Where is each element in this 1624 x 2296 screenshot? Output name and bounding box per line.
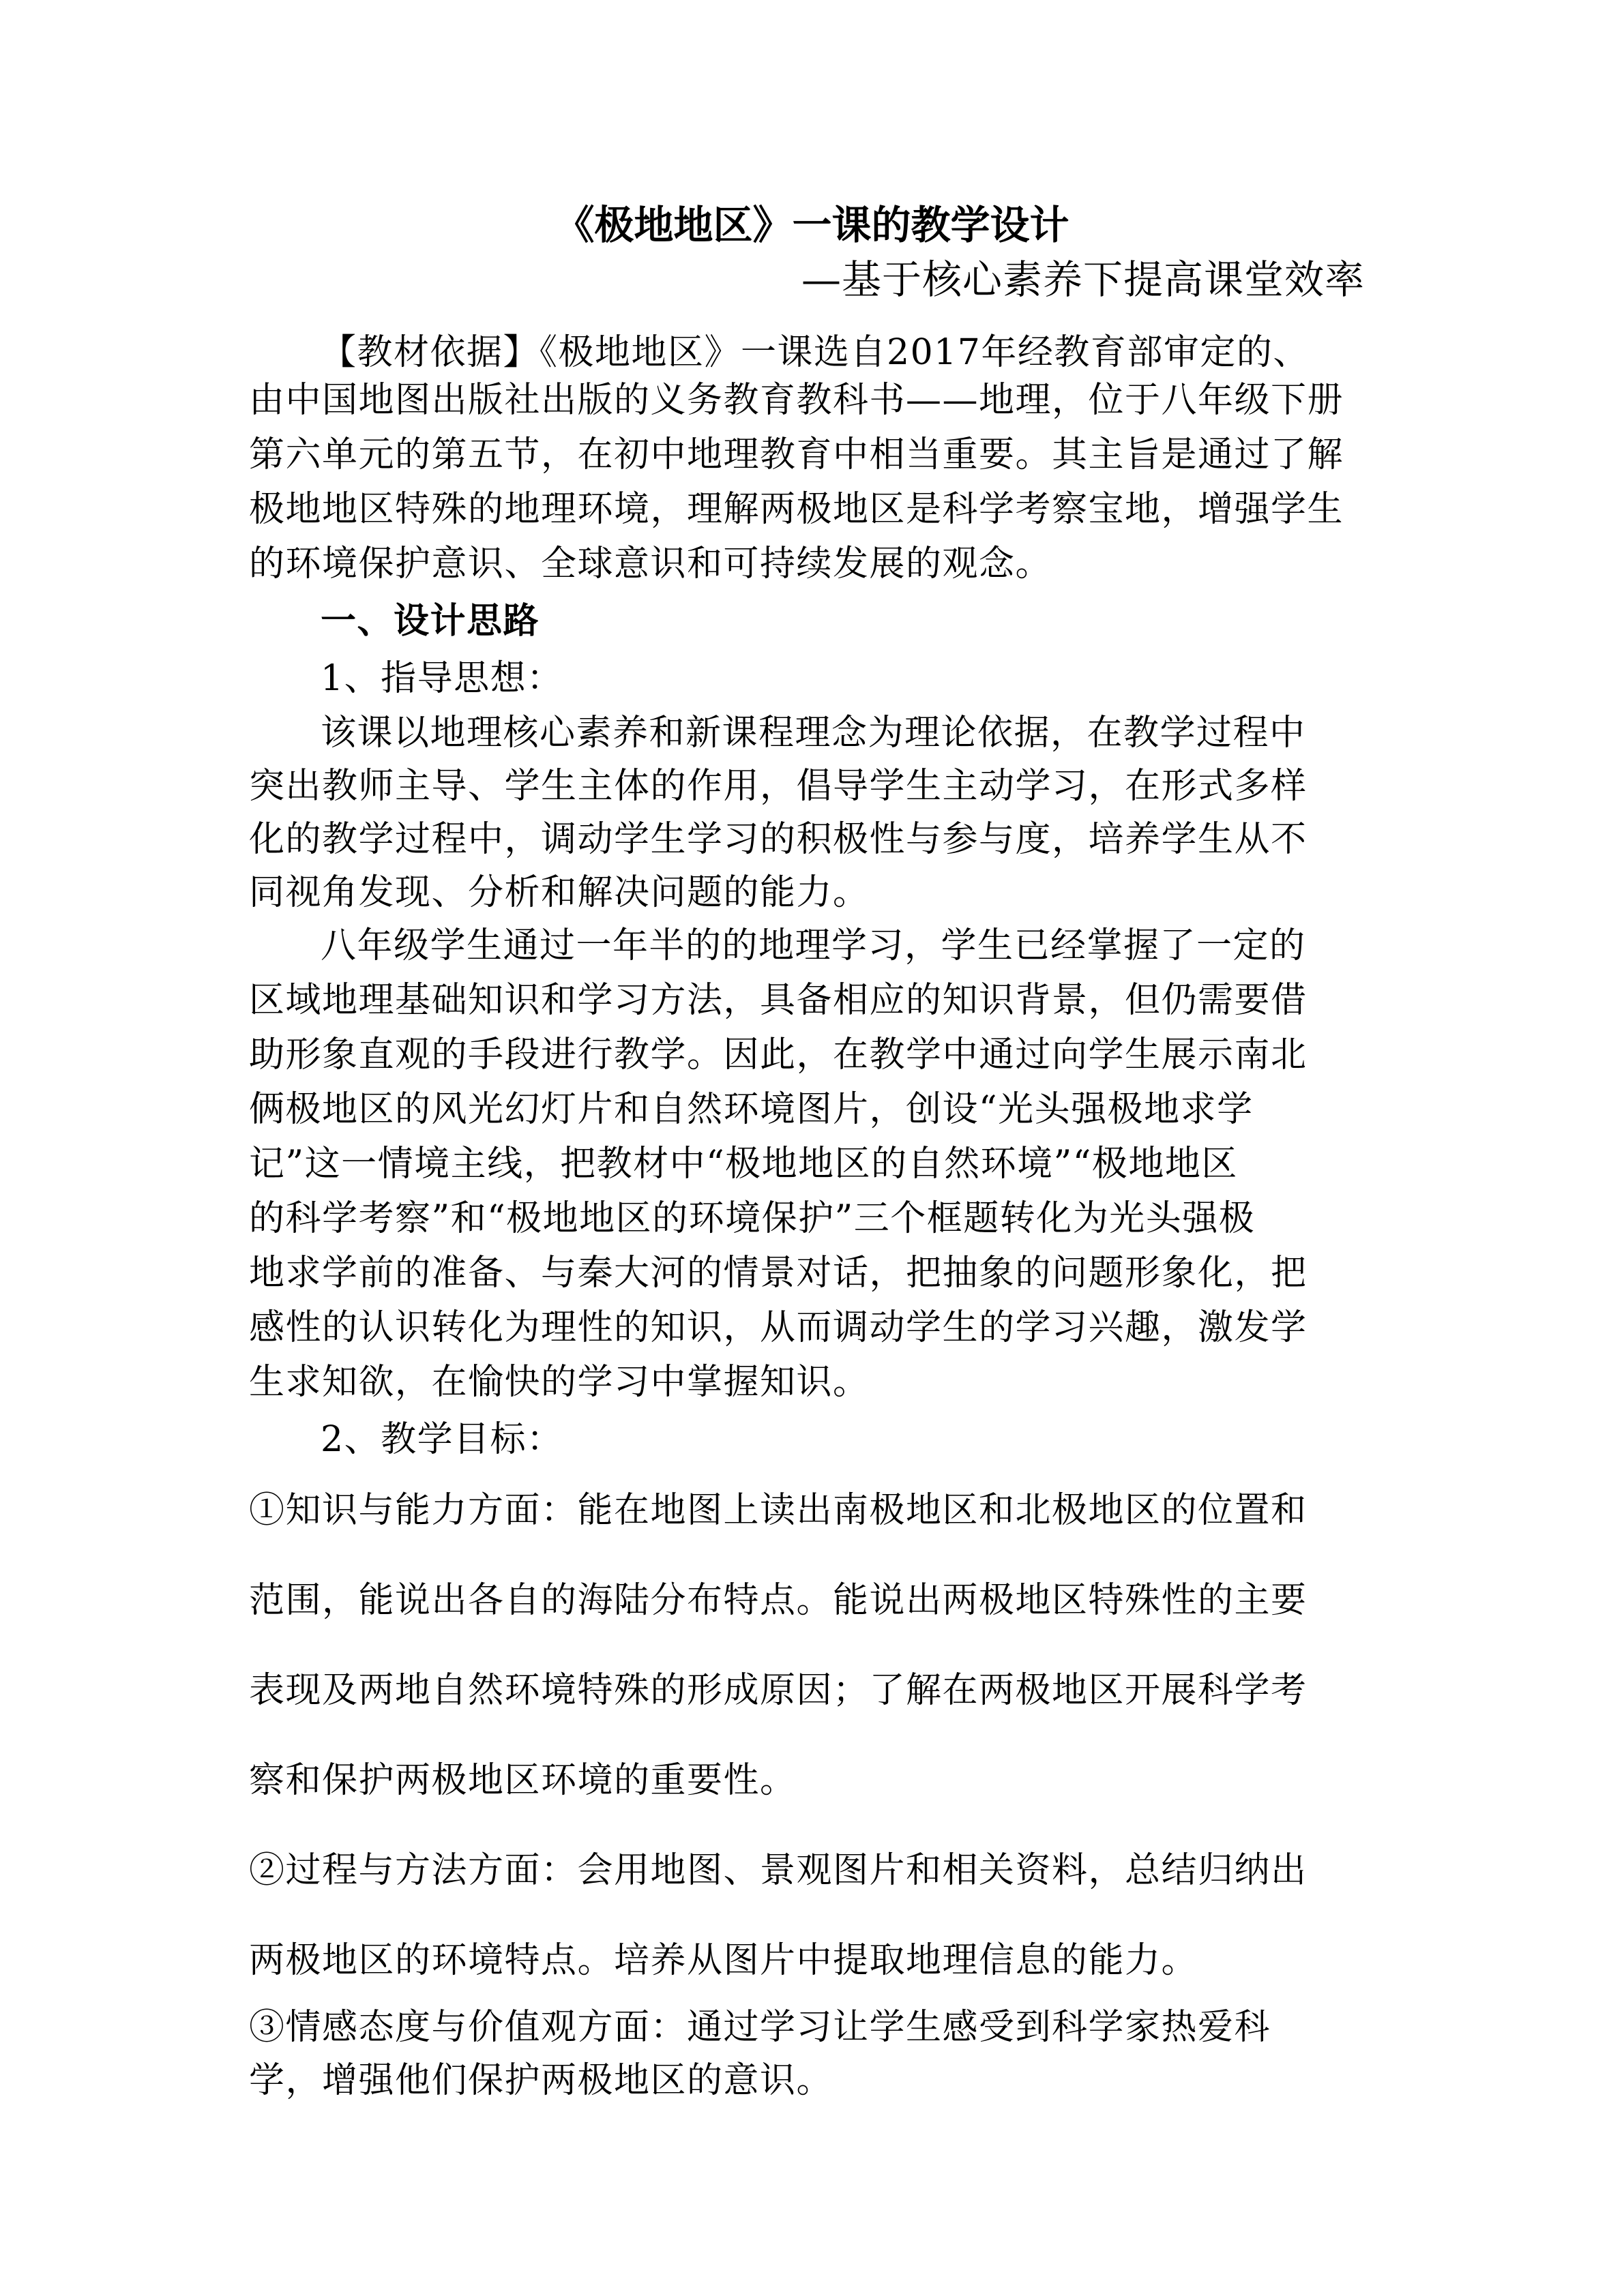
intro-line: 由中国地图出版社出版的义务教育教科书——地理，位于八年级下册 [249,380,1344,421]
goal-line: ③情感态度与价值观方面：通过学习让学生感受到科学家热爱科 [249,2007,1271,2048]
paragraph-line: 八年级学生通过一年半的的地理学习，学生已经掌握了一定的 [321,925,1306,966]
paragraph-line: 地求学前的准备、与秦大河的情景对话，把抽象的问题形象化，把 [249,1253,1308,1294]
intro-line: 【教材依据】《极地地区》一课选自2017年经教育部审定的、 [321,332,1310,373]
paragraph-line: 化的教学过程中，调动学生学习的积极性与参与度，培养学生从不 [249,819,1308,860]
paragraph-line: 的科学考察”和“极地地区的环境保护”三个框题转化为光头强极 [249,1198,1256,1239]
paragraph-line: 感性的认识转化为理性的知识，从而调动学生的学习兴趣，激发学 [249,1307,1308,1348]
goal-line: 表现及两地自然环境特殊的形成原因；了解在两极地区开展科学考 [249,1670,1308,1711]
section-heading: 一、设计思路 [321,600,540,642]
goal-line: 察和保护两极地区环境的重要性。 [249,1760,797,1801]
goal-line: 范围，能说出各自的海陆分布特点。能说出两极地区特殊性的主要 [249,1580,1308,1621]
paragraph-line: 俩极地区的风光幻灯片和自然环境图片，创设“光头强极地求学 [249,1089,1254,1130]
goal-line: ①知识与能力方面：能在地图上读出南极地区和北极地区的位置和 [249,1490,1308,1531]
document-subtitle: —基于核心素养下提高课堂效率 [801,256,1365,303]
paragraph-line: 记”这一情境主线，把教材中“极地地区的自然环境”“极地地区 [249,1144,1238,1184]
intro-line: 极地地区特殊的地理环境，理解两极地区是科学考察宝地，增强学生 [249,489,1344,530]
intro-line: 第六单元的第五节，在初中地理教育中相当重要。其主旨是通过了解 [249,434,1344,475]
intro-line: 的环境保护意识、全球意识和可持续发展的观念。 [249,543,1052,584]
paragraph-line: 同视角发现、分析和解决问题的能力。 [249,872,870,913]
subsection-heading: 2、教学目标： [321,1419,563,1460]
paragraph-line: 区域地理基础知识和学习方法，具备相应的知识背景，但仍需要借 [249,980,1308,1021]
goal-line: ②过程与方法方面：会用地图、景观图片和相关资料，总结归纳出 [249,1850,1308,1891]
paragraph-line: 助形象直观的手段进行教学。因此，在教学中通过向学生展示南北 [249,1034,1308,1075]
document-title: 《极地地区》一课的教学设计 [555,202,1069,248]
paragraph-line: 该课以地理核心素养和新课程理念为理论依据，在教学过程中 [321,713,1306,754]
goal-line: 两极地区的环境特点。培养从图片中提取地理信息的能力。 [249,1940,1198,1981]
paragraph-line: 突出教师主导、学生主体的作用，倡导学生主动学习，在形式多样 [249,766,1308,807]
subsection-heading: 1、指导思想： [321,658,563,699]
paragraph-line: 生求知欲，在愉快的学习中掌握知识。 [249,1362,870,1403]
goal-line: 学，增强他们保护两极地区的意识。 [249,2060,833,2101]
